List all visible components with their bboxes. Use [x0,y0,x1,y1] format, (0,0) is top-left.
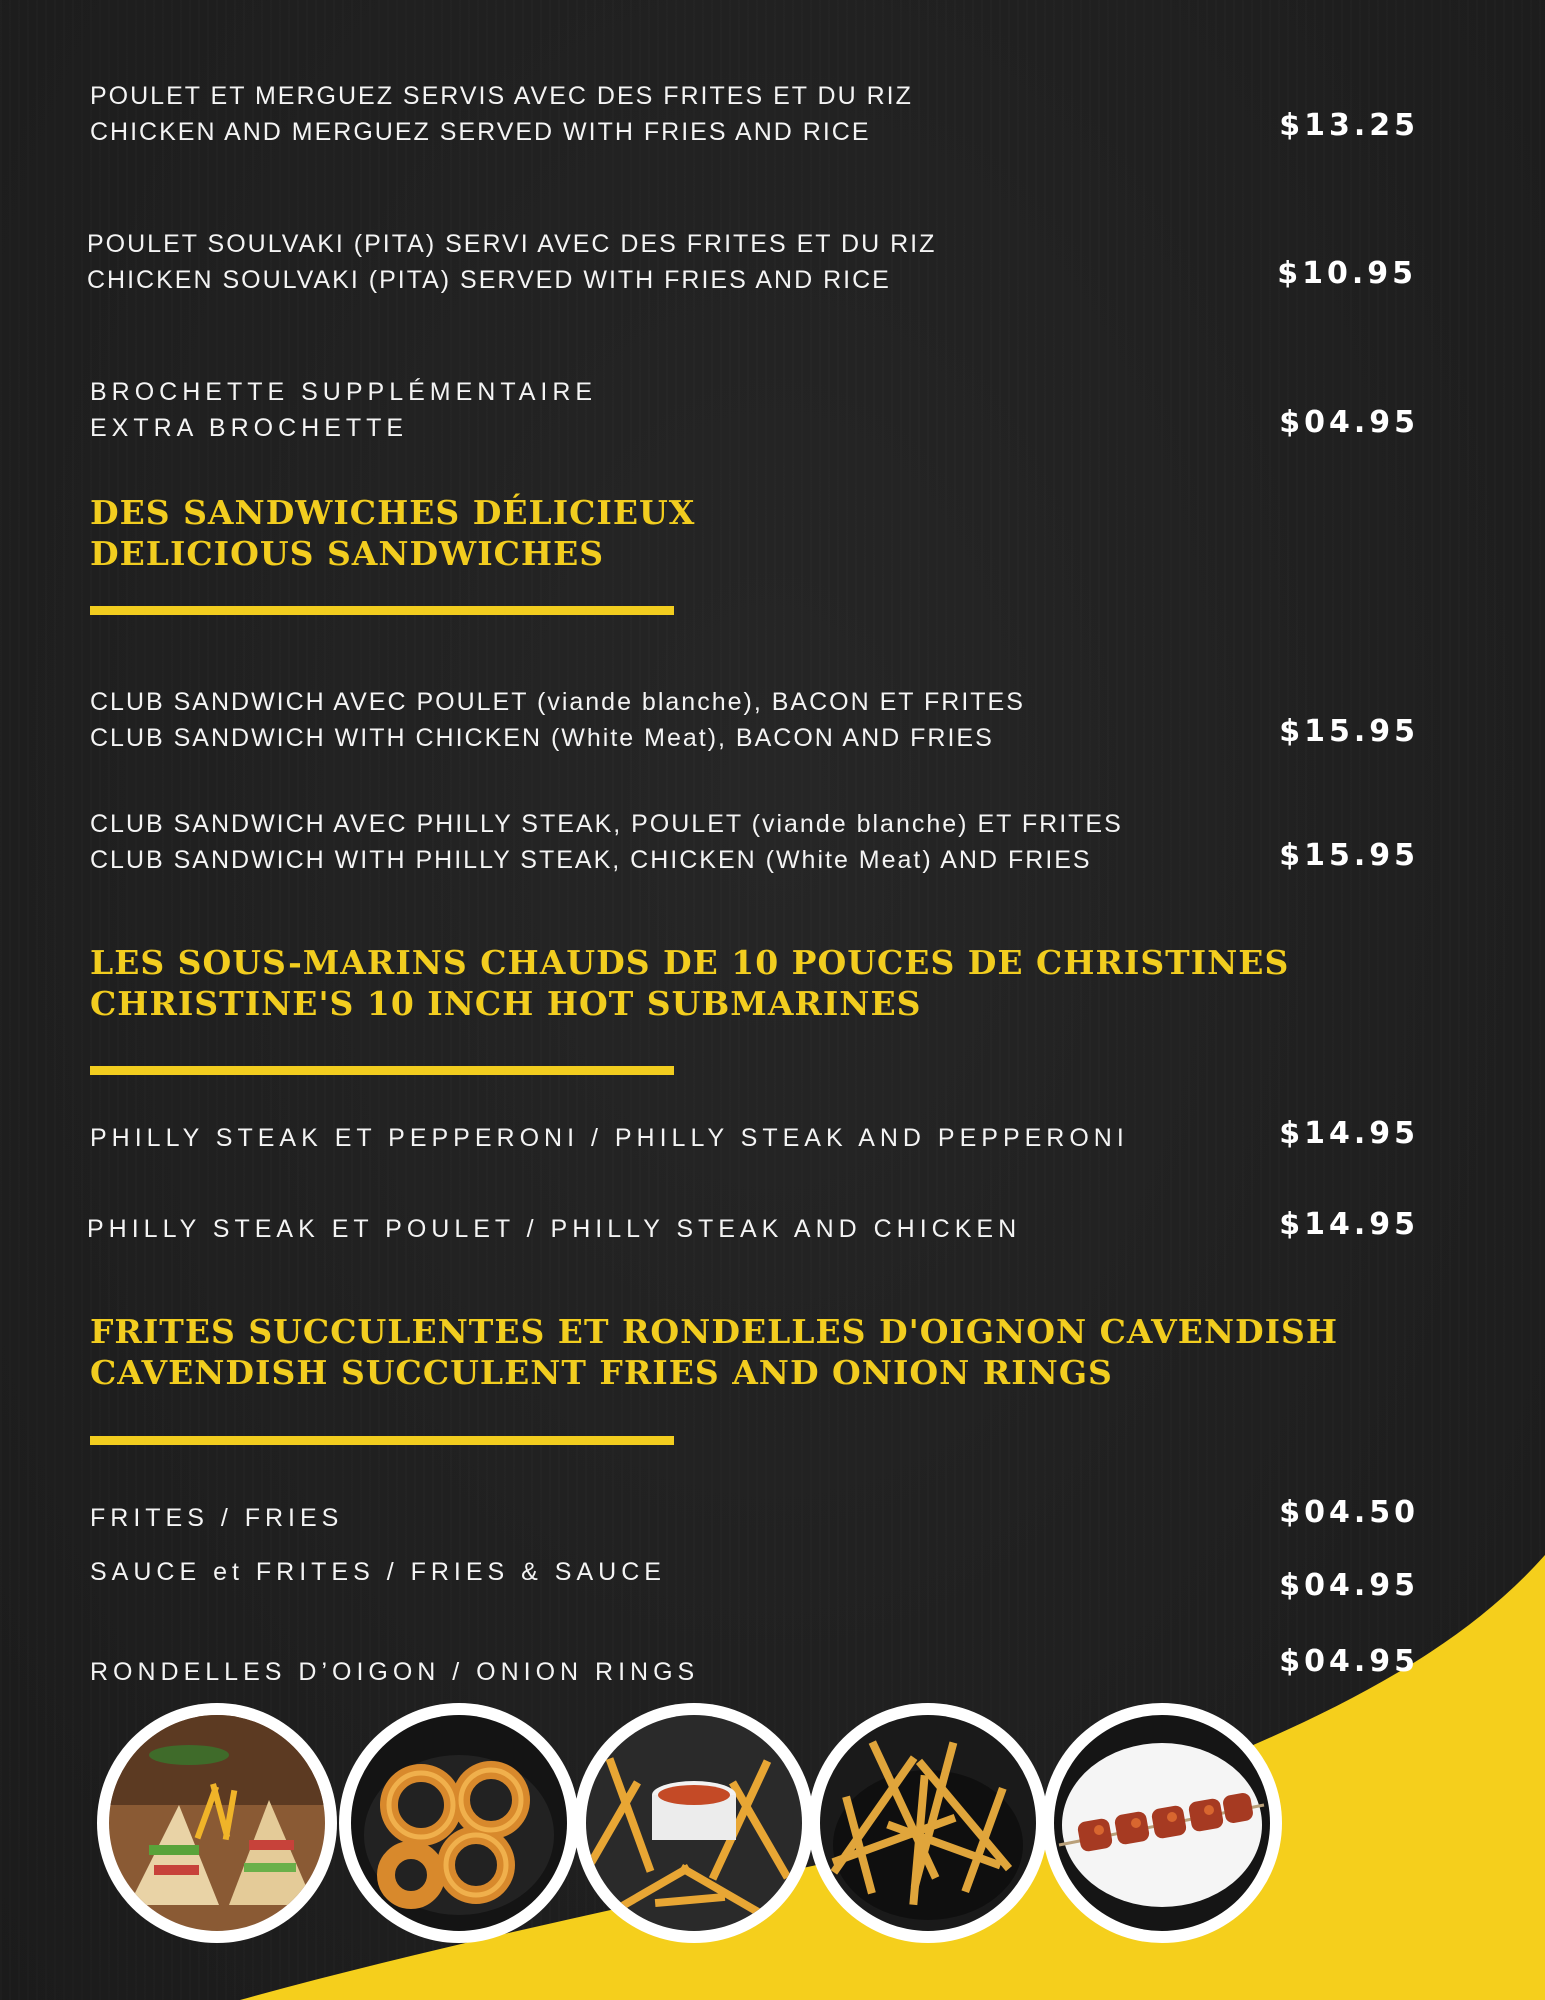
item-label: PHILLY STEAK ET POULET / PHILLY STEAK AND CHICKEN [87,1215,1022,1243]
item-description-fr: CLUB SANDWICH AVEC PHILLY STEAK, POULET (viande blanche) ET FRITES [90,810,1123,838]
brochette-photo [1042,1703,1282,1943]
item-label: SAUCE et FRITES / FRIES & SAUCE [90,1558,666,1586]
section-heading-fries [90,1311,1390,1393]
section-title-fr: FRITES SUCCULENTES ET RONDELLES D'OIGNON CAVENDISH [90,1312,1339,1351]
item-price: $15.95 [1279,714,1419,749]
fries-and-sauce-photo [574,1703,814,1943]
section-title-en: CAVENDISH SUCCULENT FRIES AND ONION RINGS [90,1353,1113,1392]
item-description-en: EXTRA BROCHETTE [90,414,409,442]
section-title-en: DELICIOUS SANDWICHES [90,534,605,573]
section-title-en: CHRISTINE'S 10 INCH HOT SUBMARINES [90,984,922,1023]
menu-item-extra-brochette [90,374,1350,446]
section-divider [90,1066,674,1075]
section-title-fr: DES SANDWICHES DÉLICIEUX [90,493,696,532]
item-description-fr: POULET ET MERGUEZ SERVIS AVEC DES FRITES ET DU RIZ [90,82,913,110]
menu-item-fries-sauce [90,1554,1350,1590]
menu-item-fries [90,1500,1350,1536]
club-sandwich-photo [97,1703,337,1943]
section-heading-sandwiches [90,492,1390,574]
menu-item-club-philly [90,806,1350,878]
item-description-en: CLUB SANDWICH WITH CHICKEN (White Meat), BACON AND FRIES [90,724,994,752]
item-price: $04.95 [1279,1644,1419,1679]
item-description-fr: POULET SOULVAKI (PITA) SERVI AVEC DES FRITES ET DU RIZ [87,230,937,258]
item-price: $04.50 [1279,1495,1419,1530]
section-title-fr: LES SOUS-MARINS CHAUDS DE 10 POUCES DE CHRISTINES [90,943,1290,982]
item-price: $10.95 [1277,256,1417,291]
item-description-en: CLUB SANDWICH WITH PHILLY STEAK, CHICKEN (White Meat) AND FRIES [90,846,1092,874]
section-divider [90,1436,674,1445]
section-heading-submarines [90,942,1390,1024]
item-description-en: CHICKEN SOULVAKI (PITA) SERVED WITH FRIES AND RICE [87,266,891,294]
item-price: $14.95 [1279,1116,1419,1151]
item-price: $15.95 [1279,838,1419,873]
fries-photo [808,1703,1048,1943]
menu-item-chicken-merguez [90,78,1350,150]
item-label: FRITES / FRIES [90,1504,344,1532]
menu-item-philly-pepperoni [90,1120,1350,1156]
menu-item-onion-rings [90,1654,1350,1690]
item-description-fr: BROCHETTE SUPPLÉMENTAIRE [90,378,598,406]
item-description-fr: CLUB SANDWICH AVEC POULET (viande blanche), BACON ET FRITES [90,688,1025,716]
menu-item-club-chicken [90,684,1350,756]
menu-item-chicken-soulvaki [87,226,1347,298]
menu-item-philly-chicken [87,1211,1347,1247]
item-price: $04.95 [1279,1568,1419,1603]
item-price: $04.95 [1279,405,1419,440]
item-description-en: CHICKEN AND MERGUEZ SERVED WITH FRIES AND RICE [90,118,871,146]
item-price: $14.95 [1279,1207,1419,1242]
section-divider [90,606,674,615]
item-price: $13.25 [1279,108,1419,143]
item-label: PHILLY STEAK ET PEPPERONI / PHILLY STEAK AND PEPPERONI [90,1124,1129,1152]
item-label: RONDELLES D’OIGON / ONION RINGS [90,1658,700,1686]
onion-rings-photo [339,1703,579,1943]
